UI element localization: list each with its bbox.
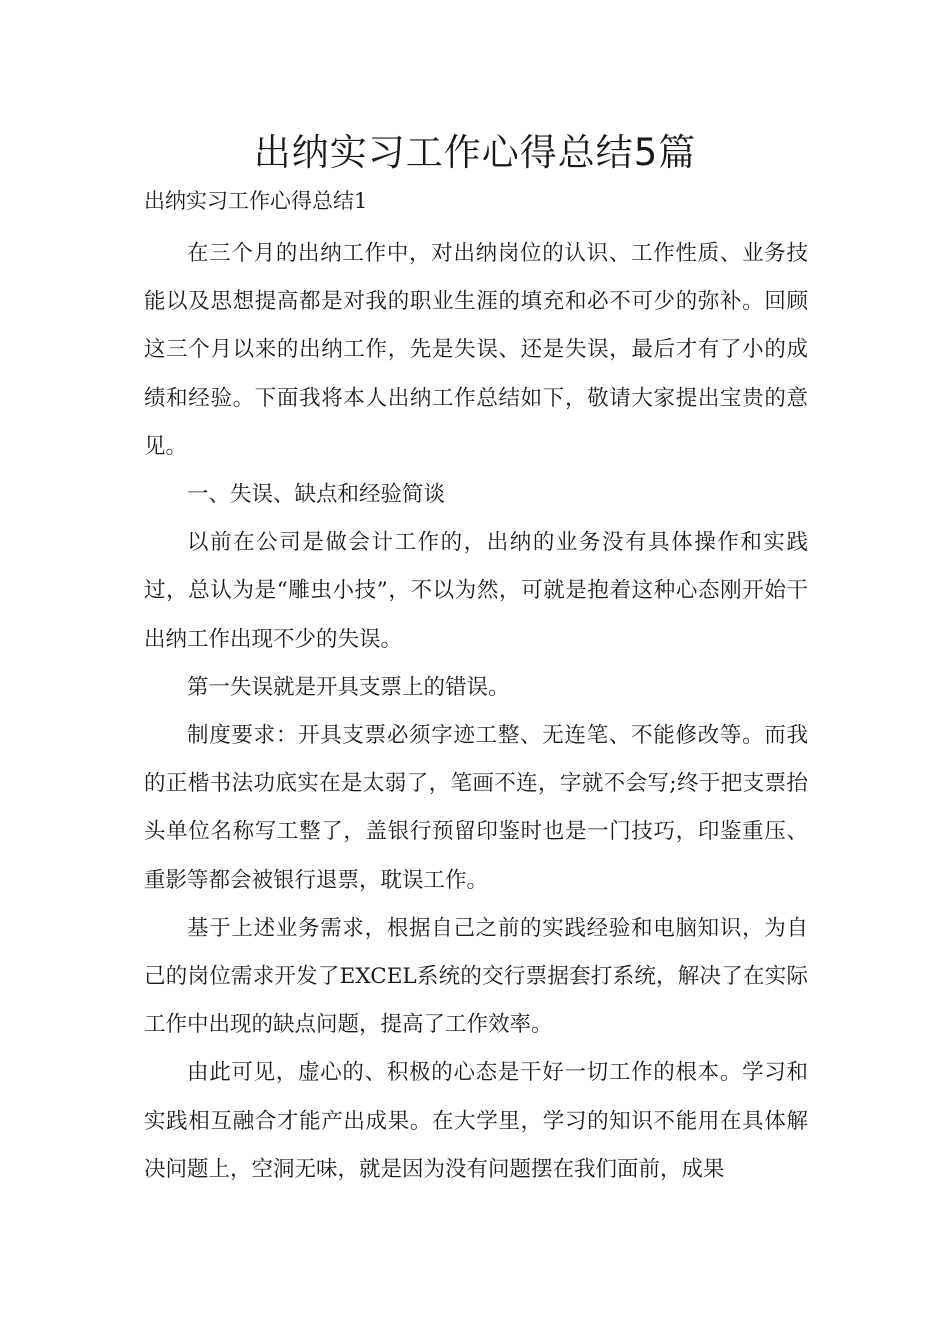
paragraph: 在三个月的出纳工作中，对出纳岗位的认识、工作性质、业务技能以及思想提高都是对我的职业生涯的填充和必不可少的弥补。回顾这三个月以来的出纳工作，先是失误、还是失误，最后才有了小的成绩和经验。下面我将本人出纳工作总结如下，敬请大家提出宝贵的意见。 <box>144 241 808 459</box>
document-title: 出纳实习工作心得总结5篇 <box>253 131 697 174</box>
paragraph: 第一失误就是开具支票上的错误。 <box>187 674 510 700</box>
paragraph: 基于上述业务需求，根据自己之前的实践经验和电脑知识，为自己的岗位需求开发了EXCEL系统的交行票据套打系统，解决了在实际工作中出现的缺点问题，提高了工作效率。 <box>144 915 808 1038</box>
paragraph: 由此可见，虚心的、积极的心态是干好一切工作的根本。学习和实践相互融合才能产出成果。在大学里，学习的知识不能用在具体解决问题上，空洞无味，就是因为没有问题摆在我们面前，成果 <box>144 1060 808 1182</box>
section-heading: 出纳实习工作心得总结1 <box>144 189 368 213</box>
paragraph: 一、失误、缺点和经验简谈 <box>187 482 446 508</box>
paragraph: 制度要求：开具支票必须字迹工整、无连笔、不能修改等。而我的正楷书法功底实在是太弱了，笔画不连，字就不会写;终于把支票抬头单位名称写工整了，盖银行预留印鉴时也是一门技巧，印鉴重压、重影等都会被银行退票，耽误工作。 <box>144 723 808 893</box>
document-body <box>144 230 808 1194</box>
paragraph: 以前在公司是做会计工作的，出纳的业务没有具体操作和实践过，总认为是“雕虫小技”，不以为然，可就是抱着这种心态刚开始干出纳工作出现不少的失误。 <box>144 530 808 652</box>
